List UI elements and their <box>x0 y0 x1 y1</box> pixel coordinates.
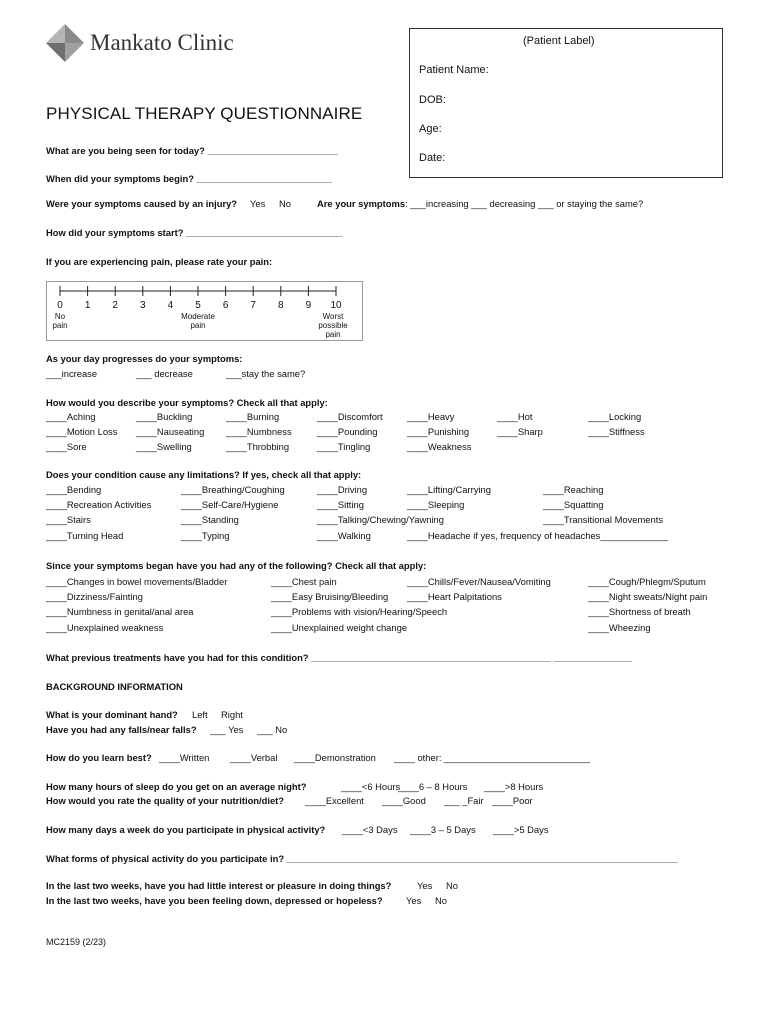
activity-days-question: How many days a week do you participate in physical activity? <box>46 824 326 835</box>
describe-option[interactable]: ____Burning <box>226 411 280 422</box>
patient-label-box <box>409 28 723 178</box>
nutrition-option[interactable]: ___ _Fair <box>444 795 484 806</box>
since-option[interactable]: ____Chills/Fever/Nausea/Vomiting <box>407 576 551 587</box>
since-option[interactable]: ____Numbness in genital/anal area <box>46 606 194 617</box>
learn-option-other[interactable]: ____ other: ____________________________ <box>394 752 591 763</box>
clinic-logo-icon <box>46 24 84 62</box>
scale-label-worst: Worst possible pain <box>318 312 348 339</box>
scale-number[interactable]: 5 <box>195 300 201 311</box>
learn-option[interactable]: ____Verbal <box>230 752 278 763</box>
nutrition-question: How would you rate the quality of your nutrition/diet? <box>46 795 285 806</box>
age-field[interactable]: Age: <box>419 123 442 135</box>
scale-number[interactable]: 3 <box>140 300 146 311</box>
limit-option[interactable]: ____Headache if yes, frequency of headaches_____________ <box>407 530 669 541</box>
interest-no-option[interactable]: No <box>446 880 458 891</box>
limit-option[interactable]: ____Recreation Activities <box>46 499 152 510</box>
form-code: MC2159 (2/23) <box>46 937 107 947</box>
down-yes-option[interactable]: Yes <box>406 895 422 906</box>
describe-option[interactable]: ____Motion Loss <box>46 426 118 437</box>
limit-option[interactable]: ____Turning Head <box>46 530 124 541</box>
scale-label-no-pain: No pain <box>52 312 68 330</box>
falls-yes-option[interactable]: ___ Yes <box>210 724 244 735</box>
progress-option[interactable]: ___ decrease <box>136 368 193 379</box>
symptoms-start-question[interactable]: How did your symptoms start? ______________________________ <box>46 227 343 238</box>
nutrition-option[interactable]: ____Poor <box>492 795 533 806</box>
limit-option[interactable]: ____Bending <box>46 484 102 495</box>
day-progress-question: As your day progresses do your symptoms: <box>46 353 243 364</box>
symptoms-began-question[interactable]: When did your symptoms begin? __________________________ <box>46 173 333 184</box>
describe-option[interactable]: ____Sharp <box>497 426 543 437</box>
limit-option[interactable]: ____Sitting <box>317 499 364 510</box>
since-heading: Since your symptoms began have you had any of the following? Check all that apply: <box>46 560 427 571</box>
scale-number[interactable]: 0 <box>57 300 63 311</box>
describe-option[interactable]: ____Tingling <box>317 441 371 452</box>
describe-option[interactable]: ____Locking <box>588 411 642 422</box>
progress-option[interactable]: ___stay the same? <box>226 368 306 379</box>
seen-for-question[interactable]: What are you being seen for today? _________________________ <box>46 145 338 156</box>
learn-option[interactable]: ____Written <box>159 752 210 763</box>
activity-days-option[interactable]: ____>5 Days <box>493 824 549 835</box>
scale-number[interactable]: 4 <box>167 300 174 311</box>
treatments-question[interactable]: What previous treatments have you had for this condition? ______________________________________________ _______________ <box>46 652 632 663</box>
down-no-option[interactable]: No <box>435 895 447 906</box>
down-question: In the last two weeks, have you been feeling down, depressed or hopeless? <box>46 895 383 906</box>
limit-option[interactable]: ____Breathing/Coughing <box>181 484 285 495</box>
scale-number[interactable]: 6 <box>222 300 229 311</box>
dominant-hand-question: What is your dominant hand? <box>46 709 178 720</box>
falls-question: Have you had any falls/near falls? <box>46 724 197 735</box>
limit-option[interactable]: ____Walking <box>317 530 371 541</box>
patient-name-field[interactable]: Patient Name: <box>419 64 489 76</box>
since-option[interactable]: ____Night sweats/Night pain <box>588 591 708 602</box>
describe-option[interactable]: ____Pounding <box>317 426 378 437</box>
patient-label-heading: (Patient Label) <box>523 35 595 47</box>
scale-label-moderate: Moderate pain <box>181 312 215 330</box>
scale-number[interactable]: 2 <box>112 300 118 311</box>
limit-option[interactable]: ____Squatting <box>543 499 604 510</box>
dominant-right-option[interactable]: Right <box>221 709 243 720</box>
since-option[interactable]: ____Problems with vision/Hearing/Speech <box>271 606 448 617</box>
symptoms-trend-label: Are your symptoms <box>317 198 406 209</box>
dominant-left-option[interactable]: Left <box>192 709 208 720</box>
describe-option[interactable]: ____Swelling <box>136 441 192 452</box>
limit-option[interactable]: ____Stairs <box>46 514 91 525</box>
since-option[interactable]: ____Chest pain <box>271 576 337 587</box>
limit-option[interactable]: ____Driving <box>317 484 368 495</box>
clinic-name: Mankato Clinic <box>90 30 234 55</box>
symptoms-trend-options[interactable]: : ___increasing ___ decreasing ___ or staying the same? <box>405 198 644 209</box>
sleep-option[interactable]: ____>8 Hours <box>484 781 544 792</box>
limits-heading: Does your condition cause any limitations? If yes, check all that apply: <box>46 469 362 480</box>
nutrition-option[interactable]: ____Excellent <box>305 795 364 806</box>
describe-option[interactable]: ____Hot <box>497 411 533 422</box>
since-option[interactable]: ____Heart Palpitations <box>407 591 502 602</box>
since-option[interactable]: ____Dizziness/Fainting <box>46 591 143 602</box>
since-option[interactable]: ____Cough/Phlegm/Sputum <box>588 576 706 587</box>
limit-option[interactable]: ____Reaching <box>543 484 604 495</box>
describe-option[interactable]: ____Numbness <box>226 426 292 437</box>
learn-option[interactable]: ____Demonstration <box>294 752 376 763</box>
scale-number[interactable]: 8 <box>278 300 284 311</box>
limit-option[interactable]: ____Talking/Chewing/Yawning <box>317 514 444 525</box>
describe-option[interactable]: ____Heavy <box>407 411 455 422</box>
nutrition-option[interactable]: ____Good <box>382 795 426 806</box>
since-option[interactable]: ____Unexplained weight change <box>271 622 408 633</box>
injury-yes-option[interactable]: Yes <box>250 198 266 209</box>
scale-number[interactable]: 10 <box>330 300 342 311</box>
interest-yes-option[interactable]: Yes <box>417 880 433 891</box>
limit-option[interactable]: ____Typing <box>181 530 230 541</box>
background-heading: BACKGROUND INFORMATION <box>46 681 183 692</box>
describe-option[interactable]: ____Sore <box>46 441 87 452</box>
scale-number[interactable]: 1 <box>84 300 91 311</box>
describe-option[interactable]: ____Stiffness <box>588 426 645 437</box>
limit-option[interactable]: ____Transitional Movements <box>543 514 664 525</box>
sleep-question: How many hours of sleep do you get on an average night? <box>46 781 307 792</box>
activity-forms-question[interactable]: What forms of physical activity do you participate in? ___________________________________________________________________________ <box>46 853 678 864</box>
since-option[interactable]: ____Changes in bowel movements/Bladder <box>46 576 228 587</box>
describe-option[interactable]: ____Punishing <box>407 426 470 437</box>
describe-heading: How would you describe your symptoms? Check all that apply: <box>46 397 328 408</box>
sleep-option[interactable]: ____6 – 8 Hours <box>398 781 468 792</box>
scale-number[interactable]: 7 <box>250 300 256 311</box>
scale-number[interactable]: 9 <box>305 300 312 311</box>
date-field[interactable]: Date: <box>419 152 446 164</box>
activity-days-option[interactable]: ____3 – 5 Days <box>410 824 476 835</box>
limit-option[interactable]: ____Sleeping <box>407 499 465 510</box>
describe-option[interactable]: ____Discomfort <box>317 411 383 422</box>
since-option[interactable]: ____Shortness of breath <box>588 606 691 617</box>
describe-option[interactable]: ____Buckling <box>136 411 193 422</box>
sleep-option[interactable]: ____<6 Hours <box>341 781 401 792</box>
activity-days-option[interactable]: ____<3 Days <box>342 824 398 835</box>
limit-option[interactable]: ____Self-Care/Hygiene <box>181 499 279 510</box>
falls-no-option[interactable]: ___ No <box>257 724 288 735</box>
progress-option[interactable]: ___increase <box>46 368 98 379</box>
interest-question: In the last two weeks, have you had little interest or pleasure in doing things? <box>46 880 392 891</box>
learn-question: How do you learn best? <box>46 752 152 763</box>
describe-option[interactable]: ____Aching <box>46 411 96 422</box>
since-option[interactable]: ____Easy Bruising/Bleeding <box>271 591 389 602</box>
limit-option[interactable]: ____Lifting/Carrying <box>407 484 491 495</box>
pain-rate-question: If you are experiencing pain, please rate your pain: <box>46 256 273 267</box>
limit-option[interactable]: ____Standing <box>181 514 239 525</box>
dob-field[interactable]: DOB: <box>419 94 446 106</box>
since-option[interactable]: ____Wheezing <box>588 622 651 633</box>
describe-option[interactable]: ____Throbbing <box>226 441 290 452</box>
describe-option[interactable]: ____Weakness <box>407 441 472 452</box>
since-option[interactable]: ____Unexplained weakness <box>46 622 164 633</box>
injury-no-option[interactable]: No <box>279 198 291 209</box>
describe-option[interactable]: ____Nauseating <box>136 426 205 437</box>
page-title: PHYSICAL THERAPY QUESTIONNAIRE <box>46 104 363 123</box>
injury-question: Were your symptoms caused by an injury? <box>46 198 238 209</box>
